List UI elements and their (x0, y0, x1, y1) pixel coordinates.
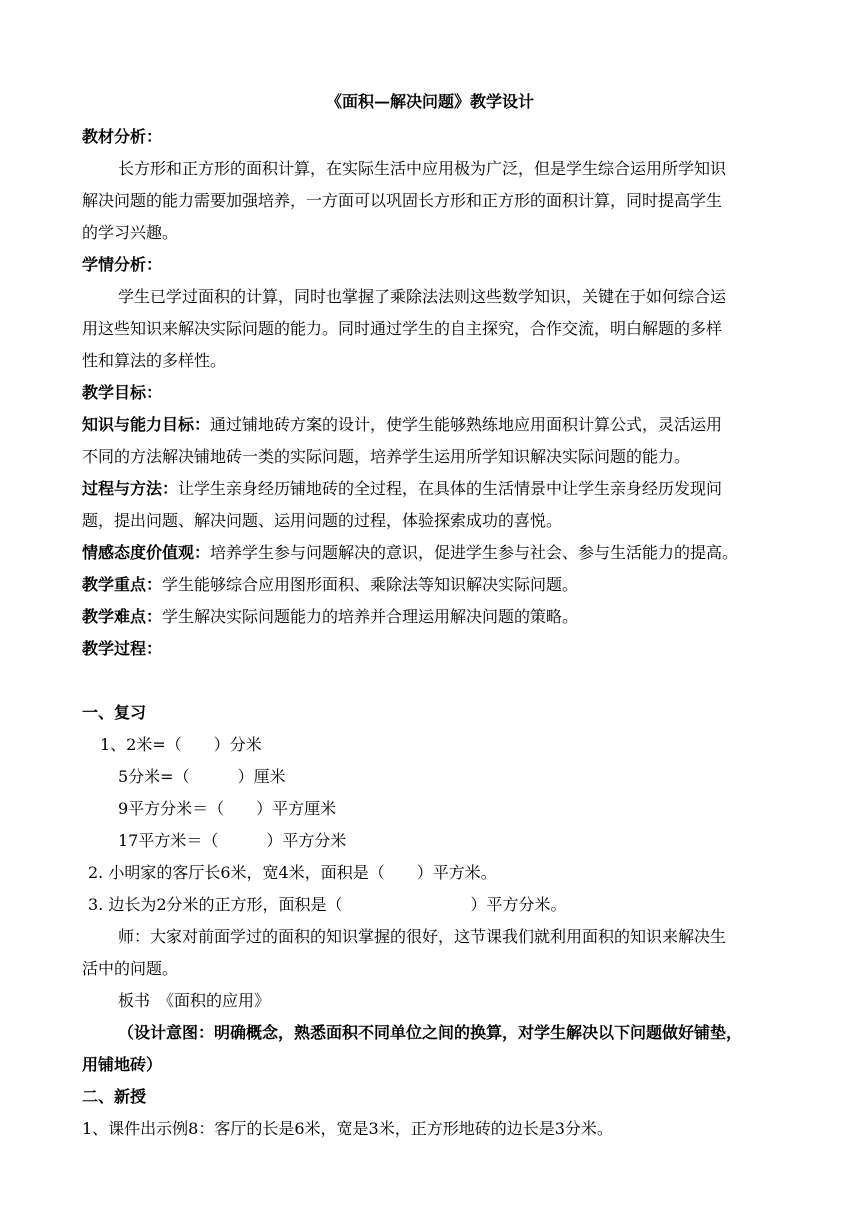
section-heading-process: 教学过程： (82, 639, 163, 658)
review-question: 5分米=（ ）厘米 (118, 767, 286, 786)
board-note: 板书 《面积的应用》 (118, 991, 271, 1010)
review-question: 9平方分米＝（ ）平方厘米 (118, 799, 337, 818)
page-title: 《面积—解决问题》教学设计 (325, 92, 534, 111)
review-question: 1、2米=（ ）分米 (100, 735, 262, 754)
teacher-remark: 师：大家对前面学过的面积的知识掌握的很好，这节课我们就利用面积的知识来解决生 (118, 927, 727, 946)
section-heading-goals: 教学目标： (82, 383, 163, 402)
review-question: 3. 边长为2分米的正方形，面积是（ ）平方分米。 (88, 895, 567, 914)
document-body (82, 121, 782, 1145)
difficulty-line (82, 601, 782, 633)
design-intent: 用铺地砖） (82, 1055, 163, 1074)
section-heading-student: 学情分析： (82, 255, 163, 274)
goal-line (82, 473, 782, 505)
teacher-remark: 活中的问题。 (82, 959, 179, 978)
key-point-line (82, 569, 782, 601)
goal-line (82, 537, 782, 569)
goal-text: 培养学生参与问题解决的意识，促进学生参与社会、参与生活能力的提高。 (210, 543, 739, 562)
difficulty-text: 学生解决实际问题能力的培养并合理运用解决问题的策略。 (162, 607, 579, 626)
difficulty-label: 教学难点： (82, 607, 163, 626)
paragraph-line: 解决问题的能力需要加强培养，一方面可以巩固长方形和正方形的面积计算，同时提高学生 (82, 191, 723, 210)
key-point-text: 学生能够综合应用图形面积、乘除法等知识解决实际问题。 (162, 575, 579, 594)
design-intent: （设计意图：明确概念，熟悉面积不同单位之间的换算，对学生解决以下问题做好铺垫， (118, 1023, 743, 1042)
goal-line: 不同的方法解决铺地砖一类的实际问题，培养学生运用所学知识解决实际问题的能力。 (82, 447, 691, 466)
goal-text: 通过铺地砖方案的设计，使学生能够熟练地应用面积计算公式，灵活运用 (210, 415, 723, 434)
goal-line (82, 409, 782, 441)
review-question: 17平方米＝（ ）平方分米 (118, 831, 347, 850)
goal-label: 知识与能力目标： (82, 415, 211, 434)
review-heading: 一、复习 (82, 703, 147, 722)
goal-text: 让学生亲身经历铺地砖的全过程，在具体的生活情景中让学生亲身经历发现问 (178, 479, 723, 498)
section-heading-material: 教材分析： (82, 127, 163, 146)
paragraph-line: 的学习兴趣。 (82, 223, 179, 242)
goal-label: 情感态度价值观： (82, 543, 211, 562)
paragraph-line: 学生已学过面积的计算，同时也掌握了乘除法法则这些数学知识，关键在于如何综合运 (118, 287, 727, 306)
new-lesson-heading: 二、新授 (82, 1087, 147, 1106)
blank-line (82, 665, 782, 697)
example-line: 1、课件出示例8：客厅的长是6米，宽是3米，正方形地砖的边长是3分米。 (82, 1119, 613, 1138)
review-question: 2. 小明家的客厅长6米，宽4米，面积是（ ）平方米。 (88, 863, 497, 882)
paragraph-line: 长方形和正方形的面积计算，在实际生活中应用极为广泛，但是学生综合运用所学知识 (118, 159, 727, 178)
goal-line: 题，提出问题、解决问题、运用问题的过程，体验探索成功的喜悦。 (82, 511, 563, 530)
goal-label: 过程与方法： (82, 479, 179, 498)
key-point-label: 教学重点： (82, 575, 163, 594)
paragraph-line: 性和算法的多样性。 (82, 351, 227, 370)
paragraph-line: 用这些知识来解决实际问题的能力。同时通过学生的自主探究，合作交流，明白解题的多样 (82, 319, 723, 338)
